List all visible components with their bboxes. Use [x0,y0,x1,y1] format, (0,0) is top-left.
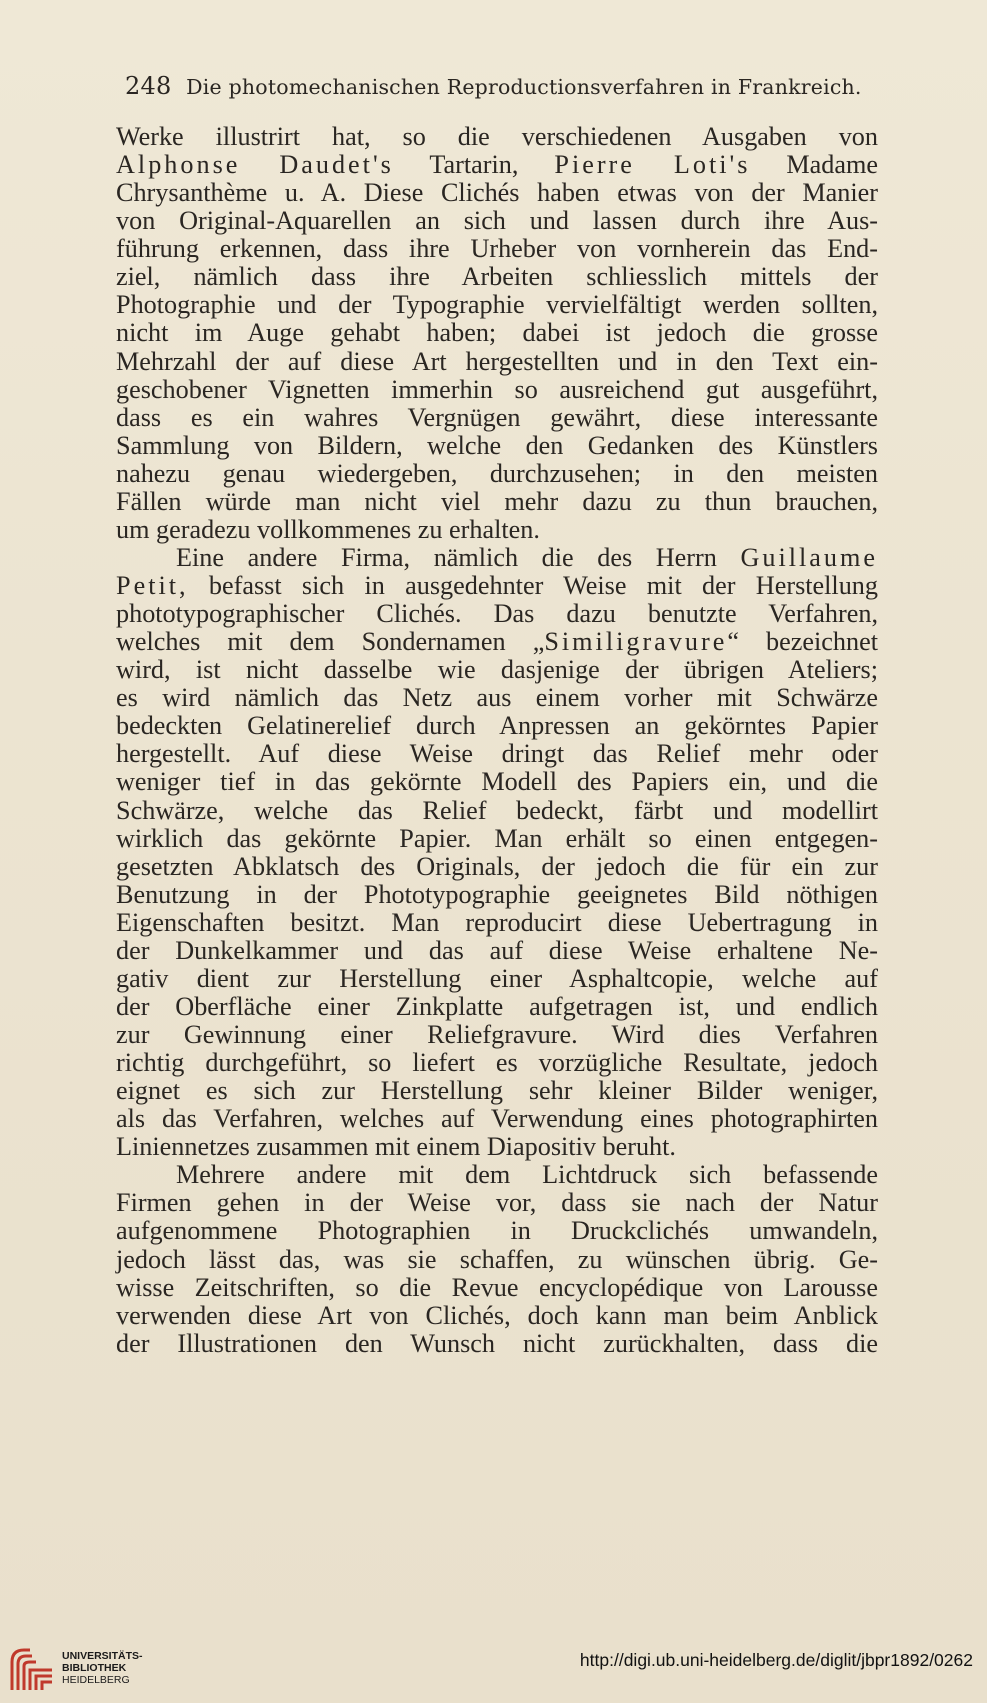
text-segment: Liniennetzes zusammen mit einem Diapositiv beruht. [116,1132,676,1162]
spaced-name: Alphonse Daudet's [116,150,394,180]
text-line [116,1105,878,1133]
spaced-name: Pierre Loti's [554,150,751,180]
text-segment: von Original-Aquarellen an sich und lassen durch ihre Aus- [116,206,878,236]
text-segment: Chrysanthème u. A. Diese Clichés haben etwas von der Manier [116,178,878,208]
text-line [116,797,878,825]
text-line [116,768,878,796]
text-line [116,600,878,628]
text-line [116,1217,878,1245]
text-segment: um geradezu vollkommenes zu erhalten. [116,514,540,544]
text-line [116,291,878,319]
text-line [116,432,878,460]
text-line [116,656,878,684]
text-segment: “ bezeichnet [727,627,879,657]
text-line [116,179,878,207]
running-header [125,72,862,100]
library-name [62,1650,143,1686]
text-segment: Sammlung von Bildern, welche den Gedanken des Künstlers [116,430,878,460]
spaced-name: Similigravure [544,627,728,657]
text-line [116,909,878,937]
text-line [116,123,878,151]
text-segment: wirklich das gekörnte Papier. Man erhält so einen entgegen- [116,823,878,853]
text-segment: richtig durchgeführt, so liefert es vorzügliche Resultate, jedoch [116,1048,878,1078]
text-line [116,460,878,488]
spaced-name: Guillaume [740,542,878,572]
text-line [116,853,878,881]
text-segment: jedoch lässt das, was sie schaffen, zu wünschen übrig. Ge- [116,1244,878,1274]
text-line [116,1077,878,1105]
text-segment: nicht im Auge gehabt haben; dabei ist jedoch die grosse [116,318,878,348]
text-segment: Madame [750,150,878,180]
text-line [116,740,878,768]
text-line [116,1133,878,1161]
text-segment: Schwärze, welche das Relief bedeckt, färbt und modellirt [116,795,878,825]
text-segment: Tartarin, [393,150,555,180]
text-line [116,1161,878,1189]
text-segment: welches mit dem Sondernamen „ [116,627,545,657]
text-segment: hergestellt. Auf diese Weise dringt das Relief mehr oder [116,739,878,769]
spaced-name: Petit, [116,571,189,600]
text-line [116,684,878,712]
text-line [116,825,878,853]
text-segment: es wird nämlich das Netz aus einem vorher mit Schwärze [116,683,878,713]
text-segment: Mehrzahl der auf diese Art hergestellten und in den Text ein- [116,346,878,376]
text-segment: Eine andere Firma, nämlich die des Herrn [176,542,741,572]
text-segment: aufgenommene Photographien in Druckclichés umwandeln, [116,1216,878,1246]
text-line [116,572,878,600]
permalink-url[interactable]: http://digi.ub.uni-heidelberg.de/diglit/jbpr1892/0262 [579,1650,973,1670]
text-segment: nahezu genau wiedergeben, durchzusehen; in den meisten [116,458,878,488]
text-segment: Firmen gehen in der Weise vor, dass sie nach der Natur [116,1188,878,1218]
text-line [116,544,878,572]
text-segment: bedeckten Gelatinerelief durch Anpressen an gekörntes Papier [116,711,878,741]
text-segment: weniger tief in das gekörnte Modell des Papiers ein, und die [116,767,878,797]
library-logo-icon [8,1644,56,1694]
text-line [116,965,878,993]
text-segment: Benutzung in der Phototypographie geeignetes Bild nöthigen [116,879,878,909]
text-line [116,207,878,235]
text-line [116,376,878,404]
footer [0,1630,987,1703]
text-segment: Fällen würde man nicht viel mehr dazu zu thun brauchen, [116,486,878,516]
text-segment: der Dunkelkammer und das auf diese Weise erhaltene Ne- [116,935,878,965]
text-segment: befasst sich in ausgedehnter Weise mit der Herstellung [188,571,878,600]
text-line [116,937,878,965]
text-segment: gesetzten Abklatsch des Originals, der jedoch die für ein zur [116,851,878,881]
text-line [116,263,878,291]
page-number: 248 [125,72,172,100]
text-segment: wird, ist nicht dasselbe wie dasjenige der übrigen Ateliers; [116,655,878,685]
text-segment: ziel, nämlich dass ihre Arbeiten schliesslich mittels der [116,262,878,292]
text-line [116,348,878,376]
text-segment: führung erkennen, dass ihre Urheber von vornherein das End- [116,234,878,264]
text-line [116,488,878,516]
text-line [116,1302,878,1330]
text-line [116,1021,878,1049]
text-segment: Werke illustrirt hat, so die verschiedenen Ausgaben von [116,122,878,151]
text-segment: der Illustrationen den Wunsch nicht zurückhalten, dass die [116,1328,878,1358]
text-segment: wisse Zeitschriften, so die Revue encyclopédique von Larousse [116,1272,878,1302]
text-segment: Eigenschaften besitzt. Man reproducirt diese Uebertragung in [116,907,878,937]
running-title: Die photomechanischen Reproductionsverfahren in Frankreich. [186,75,862,99]
library-name-line1: UNIVERSITÄTS- [62,1650,143,1662]
text-segment: als das Verfahren, welches auf Verwendung eines photographirten [116,1104,878,1134]
text-line [116,151,878,179]
text-segment: verwenden diese Art von Clichés, doch kann man beim Anblick [116,1300,878,1330]
text-line [116,993,878,1021]
text-line [116,1189,878,1217]
body-text [116,123,878,1358]
text-line [116,712,878,740]
text-line [116,235,878,263]
library-name-line3: HEIDELBERG [62,1674,130,1686]
text-segment: Photographie und der Typographie vervielfältigt werden sollten, [116,290,878,320]
text-line [116,404,878,432]
text-segment: eignet es sich zur Herstellung sehr kleiner Bilder weniger, [116,1076,878,1106]
text-segment: geschobener Vignetten immerhin so ausreichend gut ausgeführt, [116,374,878,404]
text-segment: phototypographischer Clichés. Das dazu benutzte Verfahren, [116,599,878,629]
text-line [116,516,878,544]
text-line [116,319,878,347]
text-line [116,628,878,656]
text-line [116,881,878,909]
text-segment: dass es ein wahres Vergnügen gewährt, diese interessante [116,402,878,432]
text-segment: Mehrere andere mit dem Lichtdruck sich befassende [176,1160,878,1190]
text-segment: der Oberfläche einer Zinkplatte aufgetragen ist, und endlich [116,991,878,1021]
text-segment: gativ dient zur Herstellung einer Asphaltcopie, welche auf [116,963,878,993]
library-name-line2: BIBLIOTHEK [62,1662,127,1674]
text-line [116,1330,878,1358]
text-line [116,1246,878,1274]
text-line [116,1049,878,1077]
text-line [116,1274,878,1302]
text-segment: zur Gewinnung einer Reliefgravure. Wird dies Verfahren [116,1020,878,1049]
